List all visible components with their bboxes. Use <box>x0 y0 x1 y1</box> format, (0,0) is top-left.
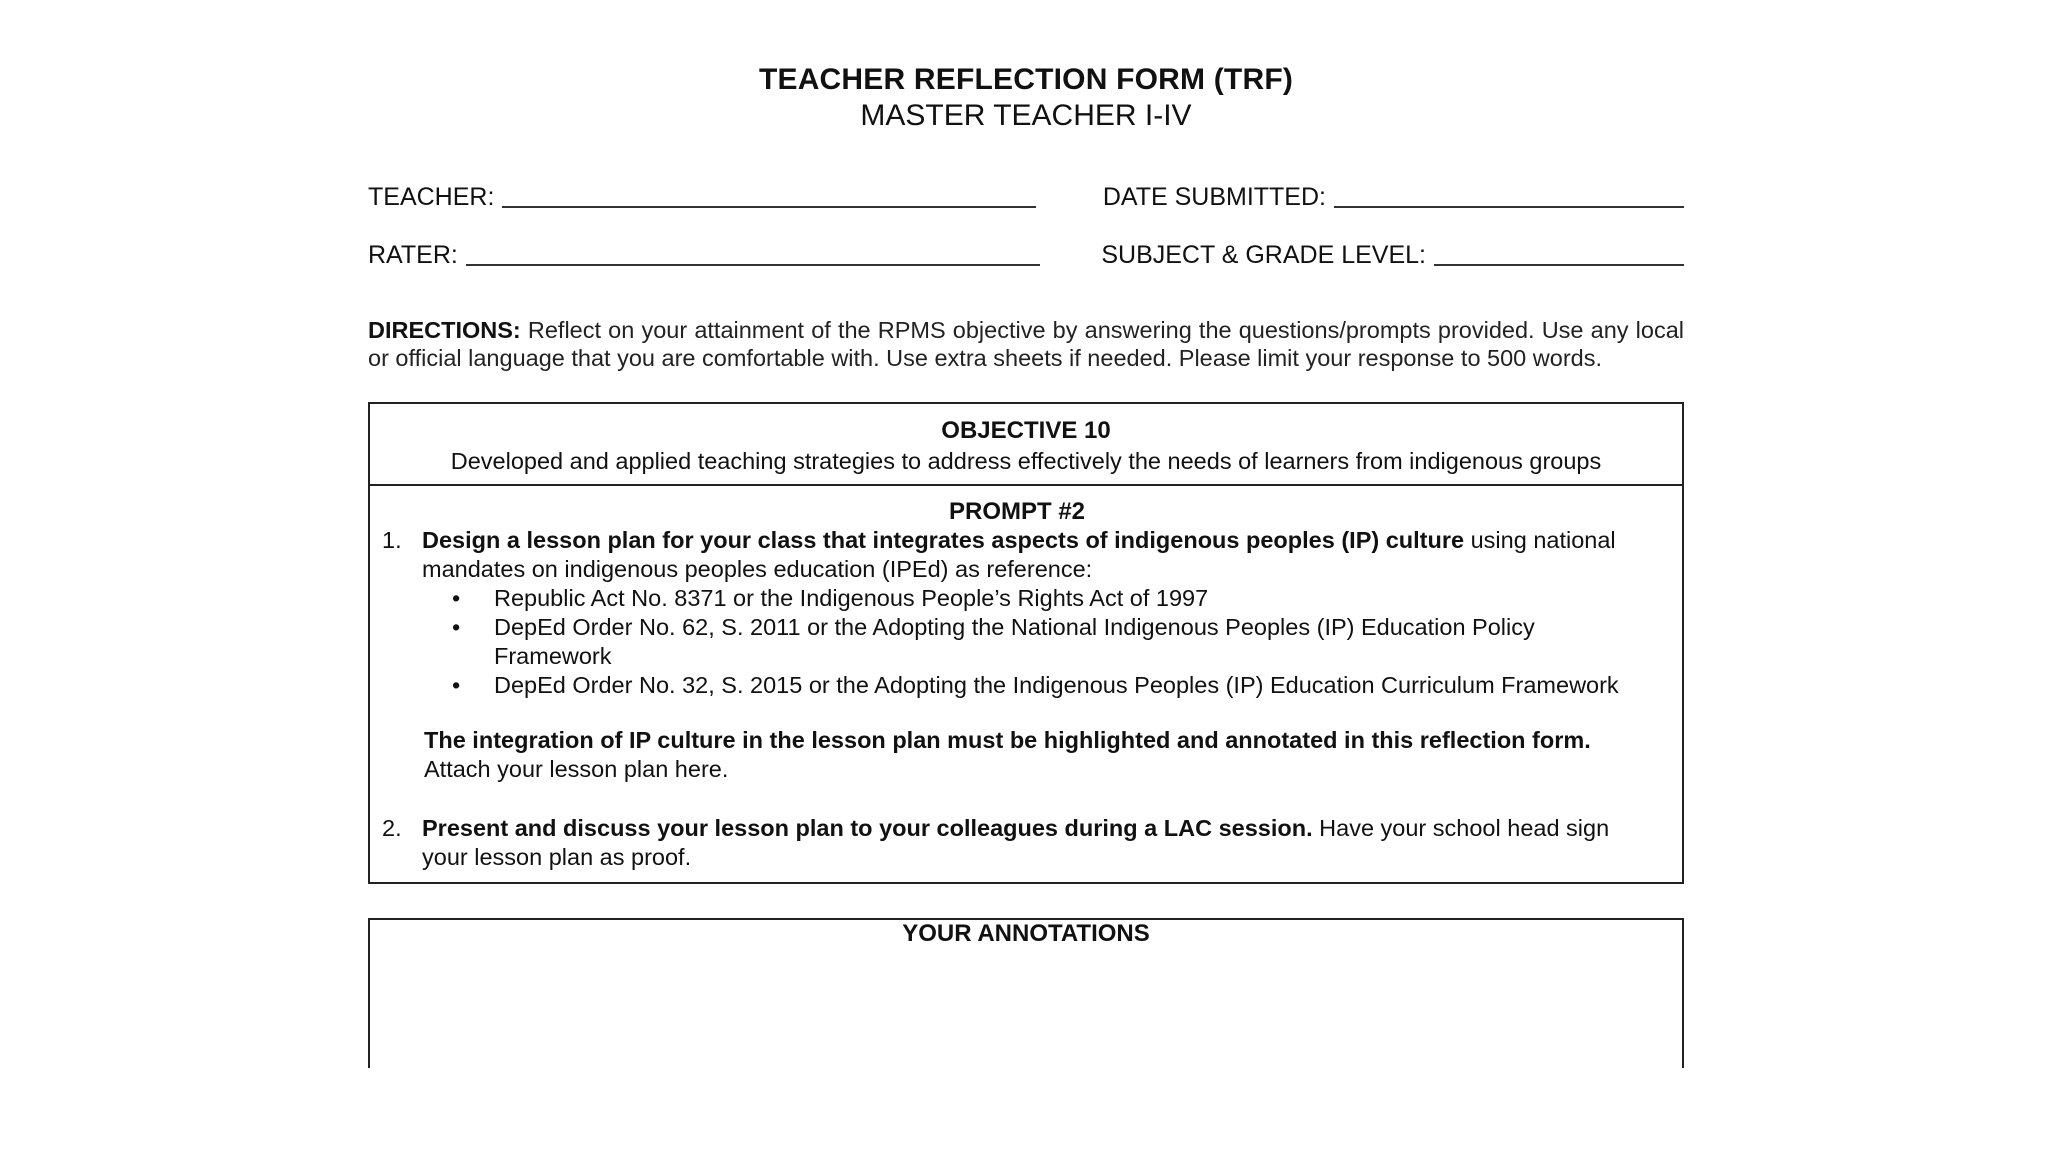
bullet-icon: • <box>452 585 461 611</box>
teacher-label: TEACHER: <box>368 183 495 211</box>
item-content <box>422 526 1652 700</box>
item-2-rest: Have your school head sign your lesson plan as proof. <box>422 815 1610 870</box>
item-number: 1. <box>382 527 402 553</box>
reference-text: DepEd Order No. 32, S. 2015 or the Adopting the Indigenous Peoples (IP) Education Curriculum Framework <box>494 672 1619 698</box>
bullet-icon: • <box>452 672 461 698</box>
field-row-rater <box>368 212 1684 270</box>
bullet-icon: • <box>452 614 461 640</box>
form-title: TEACHER REFLECTION FORM (TRF) <box>758 63 1294 96</box>
prompt-item-2 <box>382 814 1652 872</box>
annotations-box[interactable] <box>368 918 1684 1068</box>
item-1-bold: Design a lesson plan for your class that integrates aspects of indigenous peoples (IP) culture <box>422 527 1465 553</box>
directions <box>368 316 1684 372</box>
directions-text: Reflect on your attainment of the RPMS objective by answering the questions/prompts provided. Use any local or official language that you are comfortable with. Use extra sheets if needed. Please limit your response to 500 words. <box>368 317 1684 371</box>
reference-text: Republic Act No. 8371 or the Indigenous People’s Rights Act of 1997 <box>494 585 1209 611</box>
item-1-instruction <box>422 526 1652 584</box>
teacher-field[interactable] <box>368 183 1036 212</box>
rater-blank[interactable] <box>466 246 1040 266</box>
item-1-rest: using national mandates on indigenous peoples education (IPEd) as reference: <box>422 527 1616 582</box>
prompt-item-1 <box>382 526 1652 700</box>
objective-header <box>370 404 1682 486</box>
form-subtitle: MASTER TEACHER I-IV <box>860 99 1192 132</box>
rater-field[interactable] <box>368 241 1040 270</box>
prompt-body <box>370 486 1682 882</box>
list-item <box>452 671 1652 700</box>
subject-grade-blank[interactable] <box>1434 246 1684 266</box>
note-bold: The integration of IP culture in the lesson plan must be highlighted and annotated in this reflection form. <box>424 727 1591 753</box>
item-number: 2. <box>382 815 402 841</box>
teacher-blank[interactable] <box>502 188 1036 208</box>
objective-prompt-box <box>368 402 1684 884</box>
list-item <box>452 613 1652 671</box>
date-submitted-blank[interactable] <box>1334 188 1684 208</box>
date-submitted-field[interactable] <box>1103 183 1684 212</box>
field-row-teacher <box>368 154 1684 212</box>
list-item <box>452 584 1652 613</box>
item-content <box>422 814 1652 872</box>
subject-grade-label: SUBJECT & GRADE LEVEL: <box>1101 241 1426 269</box>
reflection-form <box>368 62 1684 1068</box>
subject-grade-field[interactable] <box>1101 241 1684 270</box>
prompt-title: PROMPT #2 <box>948 498 1086 525</box>
integration-note <box>424 726 1652 784</box>
annotations-title: YOUR ANNOTATIONS <box>902 920 1150 947</box>
note-rest: Attach your lesson plan here. <box>424 756 729 782</box>
date-submitted-label: DATE SUBMITTED: <box>1102 183 1326 211</box>
reference-list <box>422 584 1652 700</box>
objective-description: Developed and applied teaching strategies to address effectively the needs of learners from indigenous groups <box>450 448 1602 474</box>
rater-label: RATER: <box>368 241 458 269</box>
objective-title: OBJECTIVE 10 <box>941 417 1111 444</box>
directions-label: DIRECTIONS: <box>368 317 521 343</box>
reference-text: DepEd Order No. 62, S. 2011 or the Adopting the National Indigenous Peoples (IP) Education Policy Framework <box>494 614 1535 669</box>
item-2-bold: Present and discuss your lesson plan to your colleagues during a LAC session. <box>422 815 1313 841</box>
